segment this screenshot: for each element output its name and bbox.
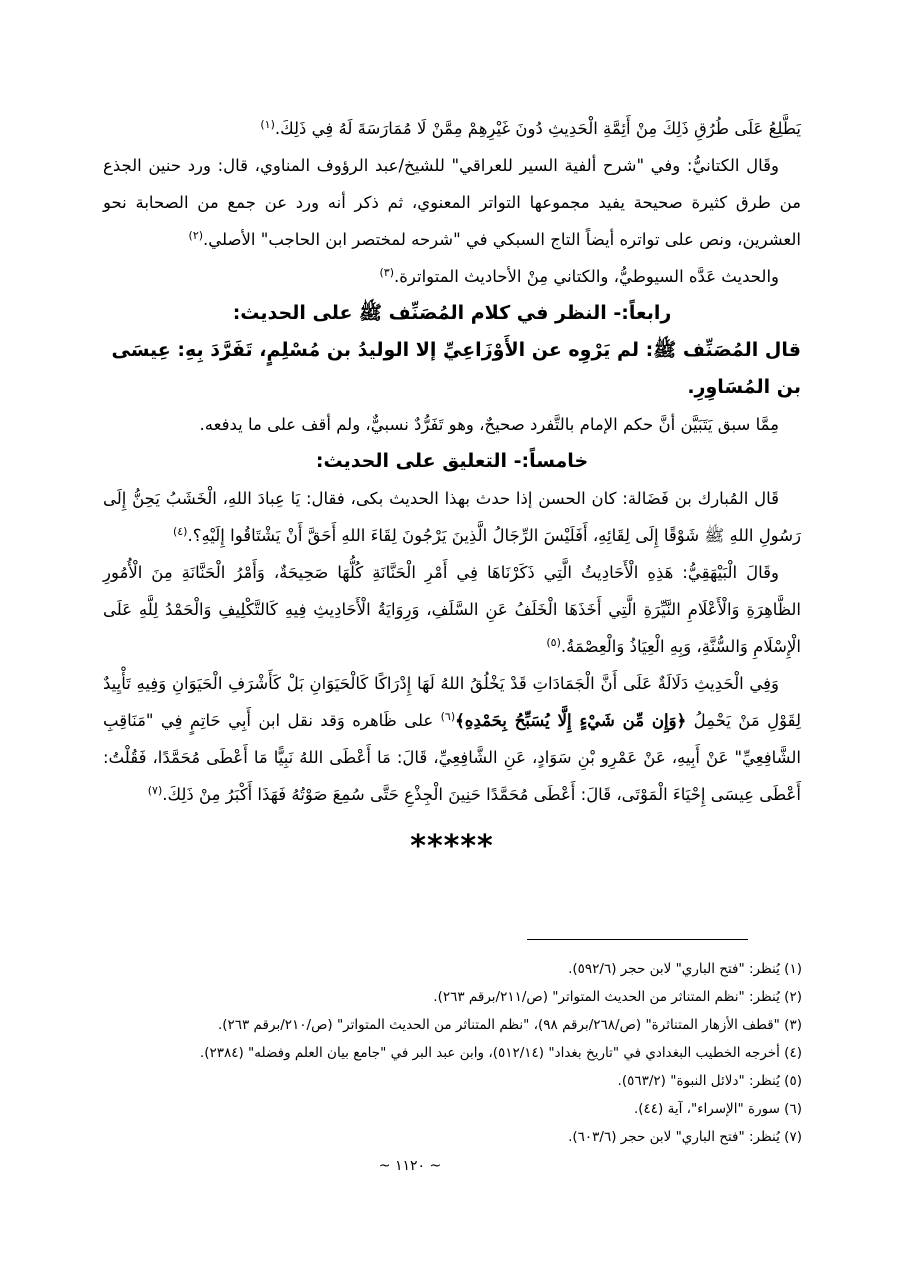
- paragraph-3: [103, 258, 801, 295]
- paragraph-7: [103, 665, 801, 813]
- text: على ظَاهره وَقد نقل ابن أَبِي حَاتِمٍ فِي "مَنَاقِبِ الشَّافِعِيِّ" عَنْ أَبِيهِ، عَنْ عَمْرِو بْنِ سَوَادٍ، عَنِ الشَّافِعِيِّ، قَالَ: مَا أَعْطَى اللهُ نَبِيًّا مَا أَعْطَى مُحَمَّدًا، فَقُلْتُ: أَعْطَى عِيسَى إِحْيَاءَ الْمَوْتَى، قَالَ: أَعْطَى مُحَمَّدًا حَنِينَ الْجِذْعِ حَتَّى سُمِعَ صَوْتُهُ فَهَذَا أَكْبَرُ مِنْ ذَلِكَ.: [103, 711, 801, 804]
- section-divider-stars: *****: [410, 829, 494, 864]
- footnote-ref[interactable]: (١): [260, 118, 275, 131]
- page-number: ~ ١١٢٠ ~: [378, 1158, 442, 1174]
- footnote: (٧) يُنظر: "فتح الباري" لابن حجر (٦٠٣/٦).: [568, 1129, 802, 1145]
- text: قَال المُبارك بن فَضَالة: كان الحسن إذا حدث بهذا الحديث بكى، فقال: يَا عِبادَ اللهِ، الْخَشَبُ يَحِنُّ إِلَى رَسُولِ اللهِ ﷺ شَوْقًا إِلَى لِقَائِهِ، أَفَلَيْسَ الرِّجَالُ الَّذِينَ يَرْجُونَ لِقَاءَ اللهِ أَحَقَّ أَنْ يَشْتَاقُوا إِلَيْهِ؟.: [103, 489, 801, 545]
- footnote: (٦) سورة "الإسراء"، آية (٤٤).: [633, 1101, 802, 1117]
- footnote: (١) يُنظر: "فتح الباري" لابن حجر (٥٩٢/٦).: [568, 961, 802, 977]
- text: وقَالَ الْبَيْهَقِيُّ: هَذِهِ الْأَحَادِيثُ الَّتِي ذَكَرْنَاهَا فِي أَمْرِ الْحَنَّانَةِ كُلُّهَا صَحِيحَةٌ، وَأَمْرُ الْحَنَّانَةِ مِنَ الْأُمُورِ الظَّاهِرَةِ وَالْأَعْلَامِ النَّيِّرَةِ الَّتِي أَخَذَهَا الْخَلَفُ عَنِ السَّلَفِ، وَرِوَايَةُ الْأَحَادِيثِ فِيهِ كَالتَّكْلِيفِ وَالْحَمْدُ لِلَّهِ عَلَى الْإِسْلَامِ وَالسُّنَّةِ، وَبِهِ الْعِيَاذُ وَالْعِصْمَةُ.: [103, 563, 801, 656]
- paragraph-5: [103, 480, 801, 554]
- heading-fourth: رابعاً:- النظر في كلام المُصَنِّف ﷺ على الحديث:: [232, 302, 672, 324]
- quran-verse: ﴿وَإِن مِّن شَيْءٍ إِلَّا يُسَبِّحُ بِحَمْدِهِ﴾: [455, 711, 687, 730]
- text: وَفِي الْحَدِيثِ دَلَالَةٌ عَلَى أَنَّ الْجَمَادَاتِ قَدْ يَخْلُقُ اللهُ لَهَا إِدْرَاكًا كَالْحَيَوَانِ بَلْ كَأَشْرَفِ الْحَيَوَانِ وَفِيهِ تَأْيِيدٌ لِقَوْلِ مَنْ يَحْمِلُ: [103, 674, 801, 730]
- footnote: (٥) يُنظر: "دلائل النبوة" (٥٦٣/٢).: [617, 1073, 802, 1089]
- footnote: (٣) "قطف الأزهار المتناثرة" (ص/٢٦٨/برقم ٩٨)، "نظم المتناثر من الحديث المتواتر" (ص/٢١٠/برقم ٢٦٣).: [217, 1017, 802, 1033]
- paragraph-4: مِمَّا سبق يَتَبَيَّن أنَّ حكم الإمام بالتَّفرد صحيحٌ، وهو تَفَرُّدٌ نسبيٌّ، ولم أقف على ما يدفعه.: [199, 415, 779, 434]
- main-text: [103, 110, 801, 867]
- heading-fifth: خامساً:- التعليق على الحديث:: [315, 450, 589, 472]
- footnote-ref[interactable]: (٥): [546, 636, 561, 649]
- footnote-separator: [527, 939, 748, 940]
- paragraph-1: [103, 110, 801, 147]
- text: وقَال الكتانيُّ: وفي "شرح ألفية السير للعراقي" للشيخ/عبد الرؤوف المناوي، قال: ورد حنين الجذع من طرق كثيرة صحيحة يفيد مجموعها التواتر المعنوي، ثم ذكر أنه ورد عن جمع من الصحابة نحو العشرين، ونص على تواتره أيضاً التاج السبكي في "شرحه لمختصر ابن الحاجب" الأصلي.: [103, 156, 801, 249]
- footnote-ref[interactable]: (٣): [379, 266, 395, 279]
- footnote-ref[interactable]: (٤): [172, 525, 188, 538]
- footnote-ref[interactable]: (٢): [188, 229, 204, 242]
- footnotes: [150, 955, 802, 1151]
- footnote: (٤) أخرجه الخطيب البغدادي في "تاريخ بغداد" (٥١٢/١٤)، وابن عبد البر في "جامع بيان العلم وفضله" (٢٣٨٤).: [199, 1045, 802, 1061]
- text: والحديث عَدَّه السيوطيُّ، والكتاني مِنْ الأحاديث المتواترة.: [394, 267, 779, 286]
- text: يَطَّلِعُ عَلَى طُرُقِ ذَلِكَ مِنْ أَئِمَّةِ الْحَدِيثِ دُونَ غَيْرِهِمْ مِمَّنْ لَا مُمَارَسَةَ لَهُ فِي ذَلِكَ.: [274, 119, 801, 138]
- footnote-ref[interactable]: (٦): [440, 710, 456, 723]
- paragraph-2: [103, 147, 801, 258]
- heading-author-statement: قال المُصَنِّف ﷺ: لم يَرْوِه عن الأَوْزَاعِيِّ إلا الوليدُ بن مُسْلِمٍ، تَفَرَّدَ بِهِ: عِيسَى بن المُسَاوِرِ.: [111, 339, 801, 398]
- paragraph-6: [103, 554, 801, 665]
- footnote-ref[interactable]: (٧): [147, 784, 163, 797]
- footnote: (٢) يُنظر: "نظم المتناثر من الحديث المتواتر" (ص/٢١١/برقم ٢٦٣).: [433, 989, 802, 1005]
